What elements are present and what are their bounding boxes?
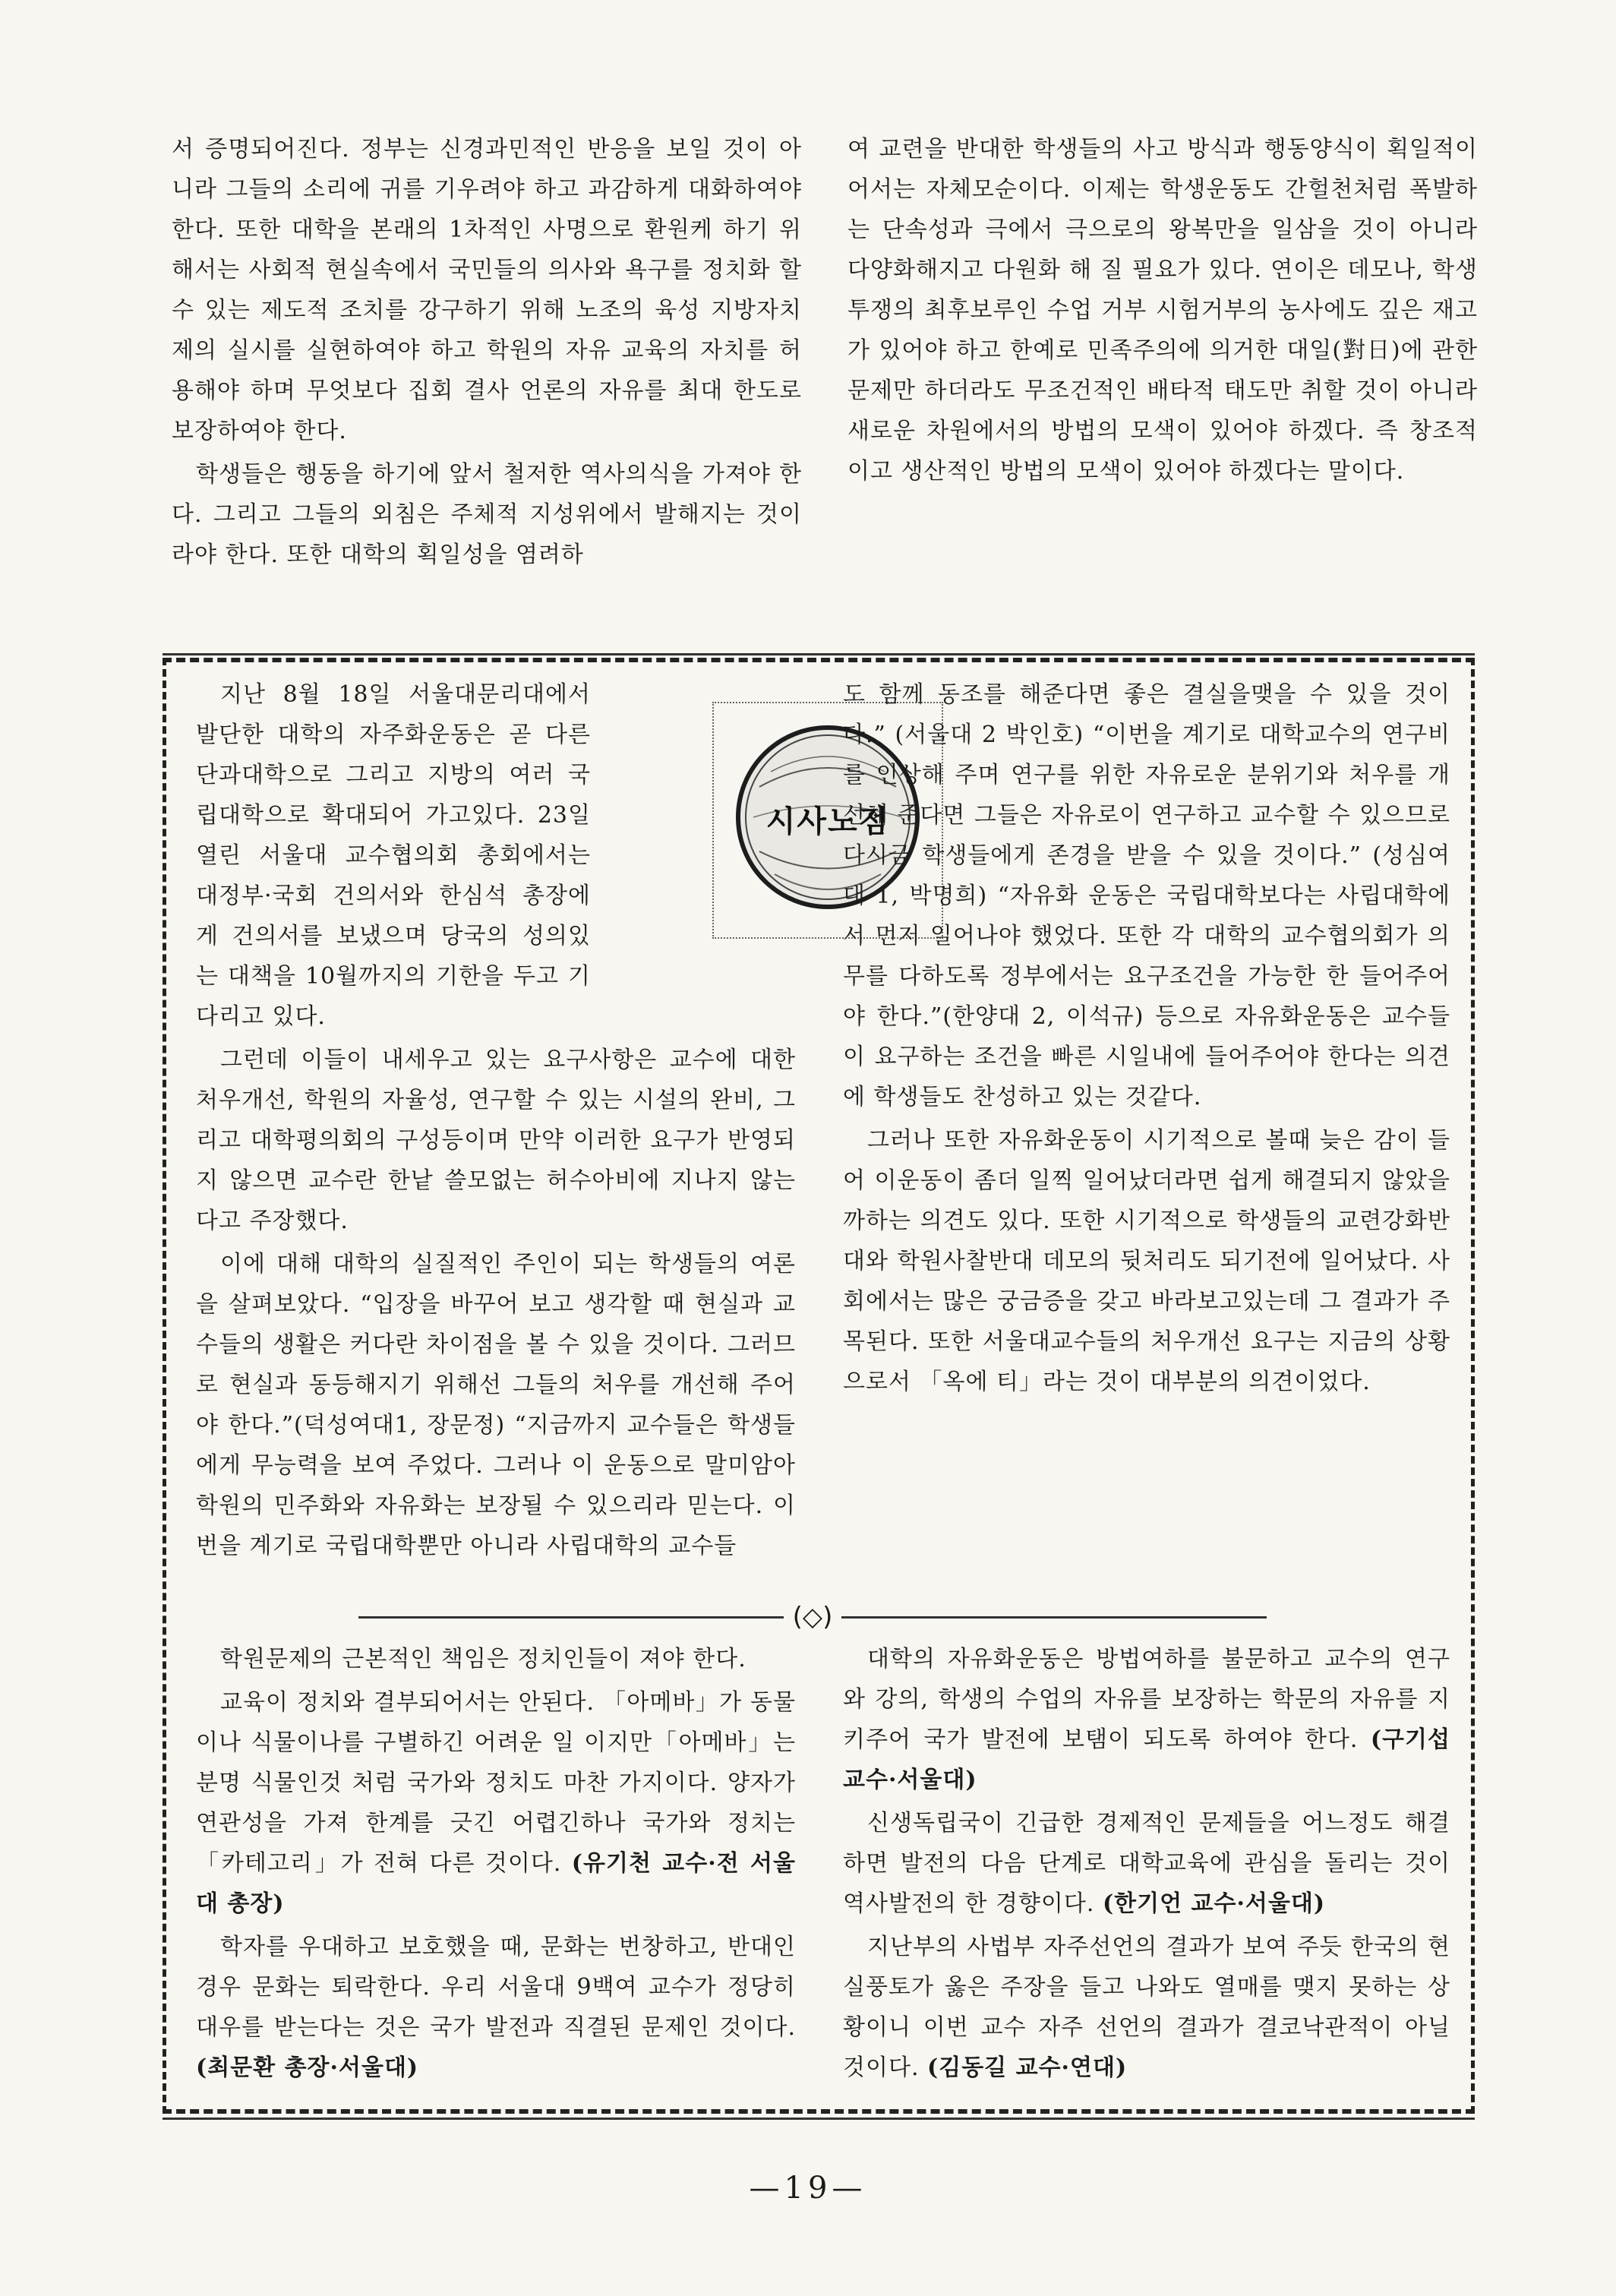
box-top-rule bbox=[163, 653, 1475, 655]
quote-paragraph bbox=[843, 1803, 1450, 1924]
quote-attribution: (구기섭 교수·서울대) bbox=[843, 1726, 1450, 1793]
top-left-column bbox=[172, 129, 802, 575]
paragraph: 학생들은 행동을 하기에 앞서 철저한 역사의식을 가져야 한다. 그리고 그들의 외침은 주체적 지성위에서 발해지는 것이라야 한다. 또한 대학의 획일성을 염려하 bbox=[172, 461, 802, 568]
box-right-column bbox=[843, 674, 1450, 1402]
paragraph: 여 교련을 반대한 학생들의 사고 방식과 행동양식이 획일적이어서는 자체모순이다. 이제는 학생운동도 간헐천처럼 폭발하는 단속성과 극에서 극으로의 왕복만을 일삼을 것이 아니라 다양화해지고 다원화 해 질 필요가 있다. 연이은 데모나, 학생투쟁의 최후보루인 수업 거부 시험거부의 농사에도 깊은 재고가 있어야 하고 한예로 민족주의에 의거한 대일(對日)에 관한 문제만 하더라도 무조건적인 배타적 태도만 취할 것이 아니라 새로운 차원에서의 방법의 모색이 있어야 하겠다. 즉 창조적이고 생산적인 방법의 모색이 있어야 하겠다는 말이다. bbox=[847, 136, 1478, 485]
paragraph: 그러나 또한 자유화운동이 시기적으로 볼때 늦은 감이 들어 이운동이 좀더 일찍 일어났더라면 쉽게 해결되지 않았을까하는 의견도 있다. 또한 시기적으로 학생들의 교련강화반대와 학원사찰반대 데모의 뒷처리도 되기전에 일어났다. 사회에서는 많은 궁금증을 갖고 바라보고있는데 그 결과가 주목된다. 또한 서울대교수들의 처우개선 요구는 지금의 상황으로서 「옥에 티」라는 것이 대부분의 의견이었다. bbox=[843, 1127, 1450, 1395]
divider-diamond-icon: (◇) bbox=[792, 1602, 833, 1632]
quote-text: 학원문제의 근본적인 책임은 정치인들이 져야 한다. bbox=[220, 1646, 746, 1672]
quote-attribution: (김동길 교수·연대) bbox=[927, 2054, 1128, 2081]
quote-paragraph bbox=[196, 1682, 796, 1924]
paragraph: 그런데 이들이 내세우고 있는 요구사항은 교수에 대한 처우개선, 학원의 자율성, 연구할 수 있는 시설의 완비, 그리고 대학평의회의 구성등이며 만약 이러한 요구가 반영되지 않으면 교수란 한낱 쓸모없는 허수아비에 지나지 않는다고 주장했다. bbox=[196, 1047, 796, 1234]
box-left-column bbox=[196, 674, 796, 1566]
quote-attribution: (한기언 교수·서울대) bbox=[1102, 1890, 1326, 1917]
emblem-label: 시사노점 bbox=[765, 804, 890, 839]
quote-paragraph bbox=[843, 1927, 1450, 2088]
bottom-right-column bbox=[843, 1639, 1450, 2088]
section-divider-right bbox=[841, 1616, 1267, 1619]
page-number: —19— bbox=[749, 2171, 867, 2206]
quote-paragraph bbox=[843, 1639, 1450, 1800]
box-bottom-rule bbox=[163, 2118, 1475, 2120]
paragraph: 이에 대해 대학의 실질적인 주인이 되는 학생들의 여론을 살펴보았다. “입장을 바꾸어 보고 생각할 때 현실과 교수들의 생활은 커다란 차이점을 볼 수 있을 것이다. 그러므로 현실과 동등해지기 위해선 그들의 처우를 개선해 주어야 한다.”(덕성여대1, 장문정) “지금까지 교수들은 학생들에게 무능력을 보여 주었다. 그러나 이 운동으로 말미암아 학원의 민주화와 자유화는 보장될 수 있으리라 믿는다. 이번을 계기로 국립대학뿐만 아니라 사립대학의 교수들 bbox=[196, 1251, 796, 1559]
quote-text: 대학의 자유화운동은 방법여하를 불문하고 교수의 연구와 강의, 학생의 수업의 자유를 보장하는 학문의 자유를 지키주어 국가 발전에 보탬이 되도록 하여야 한다. bbox=[843, 1646, 1450, 1753]
paragraph: 지난 8월 18일 서울대문리대에서 발단한 대학의 자주화운동은 곧 다른 단과대학으로 그리고 지방의 여러 국립대학으로 확대되어 가고있다. 23일 열린 서울대 교수협의회 총회에서는 대정부·국회 건의서와 한심석 총장에게 건의서를 보냈으며 당국의 성의있는 대책을 10월까지의 기한을 두고 기다리고 있다. bbox=[196, 681, 591, 1030]
paragraph: 도 함께 동조를 해준다면 좋은 결실을맺을 수 있을 것이다.” (서울대 2 박인호) “이번을 계기로 대학교수의 연구비를 인상해 주며 연구를 위한 자유로운 분위기와 처우를 개선해 준다면 그들은 자유로이 연구하고 교수할 수 있으므로 다시금 학생들에게 존경을 받을 수 있을 것이다.” (성심여대 1, 박명희) “자유화 운동은 국립대학보다는 사립대학에서 먼저 일어나야 했었다. 또한 각 대학의 교수협의회가 의무를 다하도록 정부에서는 요구조건을 가능한 한 들어주어야 한다.”(한양대 2, 이석규) 등으로 자유화운동은 교수들이 요구하는 조건을 빠른 시일내에 들어주어야 한다는 의견에 학생들도 찬성하고 있는 것같다. bbox=[843, 681, 1450, 1110]
quote-text: 학자를 우대하고 보호했을 때, 문화는 번창하고, 반대인 경우 문화는 퇴락한다. 우리 서울대 9백여 교수가 정당히 대우를 받는다는 것은 국가 발전과 직결된 문제인 것이다. bbox=[196, 1934, 796, 2041]
quote-text: 신생독립국이 긴급한 경제적인 문제들을 어느정도 해결하면 발전의 다음 단계로 대학교육에 관심을 돌리는 것이 역사발전의 한 경향이다. bbox=[843, 1810, 1450, 1917]
quote-attribution: (최문환 총장·서울대) bbox=[196, 2054, 419, 2081]
paragraph: 서 증명되어진다. 정부는 신경과민적인 반응을 보일 것이 아니라 그들의 소리에 귀를 기우려야 하고 과감하게 대화하여야 한다. 또한 대학을 본래의 1차적인 사명으로 환원케 하기 위해서는 사회적 현실속에서 국민들의 의사와 욕구를 정치화 할 수 있는 제도적 조치를 강구하기 위해 노조의 육성 지방자치제의 실시를 실현하여야 하고 학원의 자유 교육의 자치를 허용해야 하며 무엇보다 집회 결사 언론의 자유를 최대 한도로 보장하여야 한다. bbox=[172, 136, 802, 444]
section-divider-left bbox=[358, 1616, 784, 1619]
quote-text: 지난부의 사법부 자주선언의 결과가 보여 주듯 한국의 현실풍토가 옳은 주장을 들고 나와도 열매를 맺지 못하는 상황이니 이번 교수 자주 선언의 결과가 결코낙관적이 아닐 것이다. bbox=[843, 1934, 1450, 2081]
bottom-left-column bbox=[196, 1639, 796, 2088]
quote-text: 교육이 정치와 결부되어서는 안된다. 「아메바」가 동물이나 식물이나를 구별하긴 어려운 일 이지만「아메바」는 분명 식물인것 처럼 국가와 정치도 마찬 가지이다. 양자가 연관성을 가져 한계를 긋긴 어렵긴하나 국가와 정치는 「카테고리」가 전혀 다른 것이다. bbox=[196, 1689, 796, 1877]
quote-attribution: (유기천 교수·전 서울대 총장) bbox=[196, 1850, 796, 1917]
quote-paragraph bbox=[196, 1639, 796, 1679]
quote-paragraph bbox=[196, 1927, 796, 2088]
top-right-column bbox=[847, 129, 1478, 491]
